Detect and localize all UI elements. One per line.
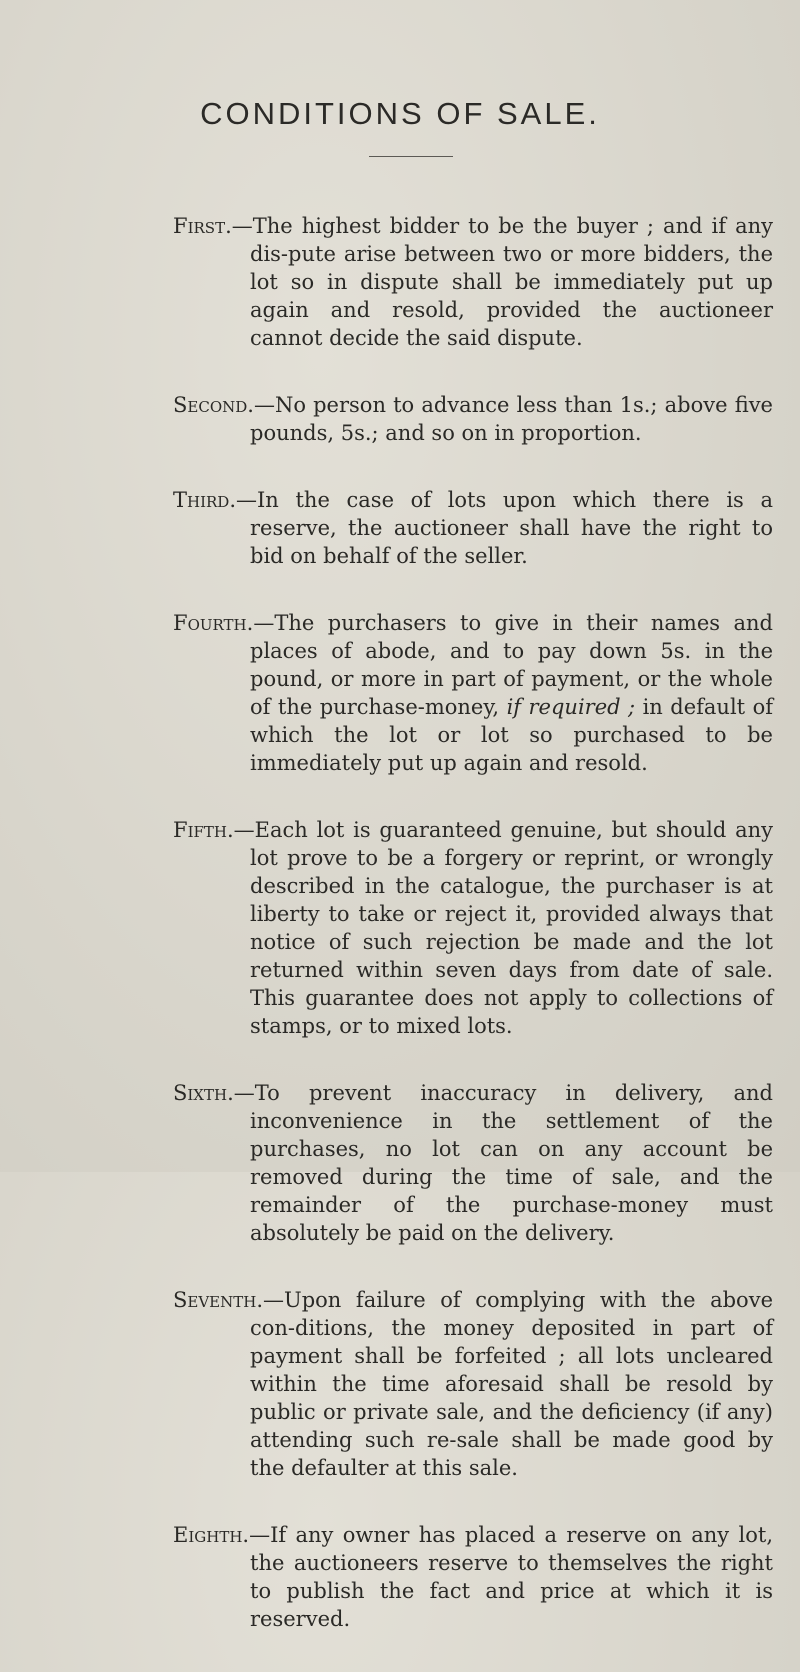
condition-ordinal: Sixth. — [173, 1081, 234, 1105]
condition-text: —The purchasers to give in their names and places of abode, and to pay down 5s. in the pound, or more in part of payment, or the whole of the purchase-money, — [250, 611, 773, 719]
condition-first — [173, 212, 773, 352]
condition-fifth — [173, 816, 773, 1040]
condition-text: —The highest bidder to be the buyer ; and if any dis-pute arise between two or more bidders, the lot so in dispute shall be immediately put up again and resold, provided the auctioneer cannot decide the said dispute. — [231, 214, 773, 350]
condition-text: —Upon failure of complying with the above con-ditions, the money deposited in part of payment shall be forfeited ; all lots uncleared within the time aforesaid shall be resold by public or private sale, and the deficiency (if any) attending such re-sale shall be made good by the defaulter at this sale. — [250, 1288, 773, 1480]
condition-ordinal: Fourth. — [173, 611, 254, 635]
title-rule — [369, 156, 453, 157]
condition-ordinal: Second. — [173, 393, 254, 417]
conditions-list — [173, 212, 773, 1672]
condition-text: —To prevent inaccuracy in delivery, and inconvenience in the settlement of the purchases, no lot can on any account be removed during the time of sale, and the remainder of the purchase-money must absolutely be paid on the delivery. — [233, 1081, 773, 1245]
condition-eighth — [173, 1521, 773, 1633]
condition-text-continued: in default of which the lot or lot so purchased to be immediately put up again and resold. — [250, 695, 773, 775]
condition-seventh — [173, 1286, 773, 1482]
condition-third — [173, 486, 773, 570]
condition-sixth — [173, 1079, 773, 1247]
condition-second — [173, 391, 773, 447]
condition-emphasis: if required ; — [506, 695, 636, 719]
condition-text: —Each lot is guaranteed genuine, but should any lot prove to be a forgery or reprint, or wrongly described in the catalogue, the purchaser is at liberty to take or reject it, provided always that notice of such rejection be made and the lot returned within seven days from date of sale. This guarantee does not apply to collections of stamps, or to mixed lots. — [233, 818, 773, 1038]
condition-ordinal: Third. — [173, 488, 237, 512]
condition-ordinal: Eighth. — [173, 1523, 250, 1547]
condition-text: —If any owner has placed a reserve on any lot, the auctioneers reserve to themselves the right to publish the fact and price at which it is reserved. — [249, 1523, 773, 1631]
condition-text: —In the case of lots upon which there is a reserve, the auctioneer shall have the right to bid on behalf of the seller. — [236, 488, 773, 568]
condition-ordinal: First. — [173, 214, 232, 238]
condition-ordinal: Seventh. — [173, 1288, 264, 1312]
condition-fourth — [173, 609, 773, 777]
condition-ordinal: Fifth. — [173, 818, 234, 842]
page-title: CONDITIONS OF SALE. — [200, 96, 600, 131]
condition-text: —No person to advance less than 1s.; above five pounds, 5s.; and so on in proportion. — [250, 393, 773, 445]
